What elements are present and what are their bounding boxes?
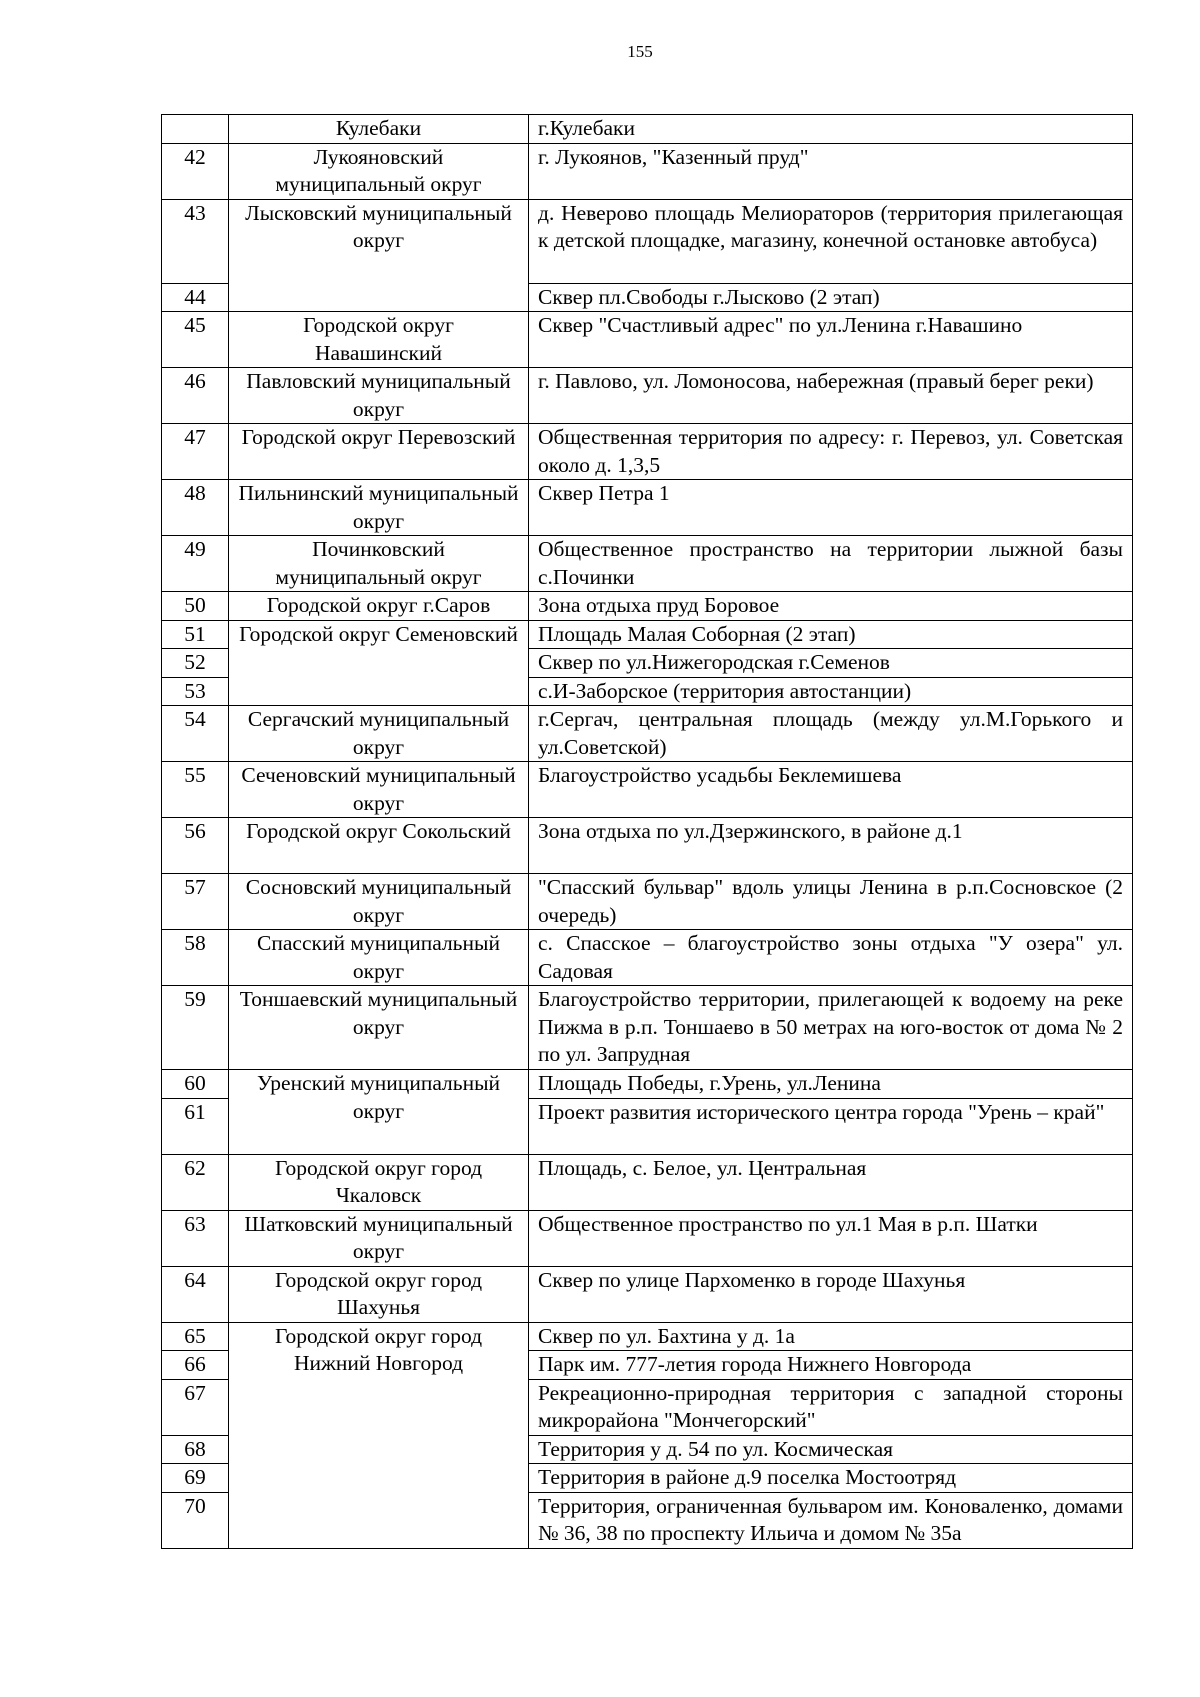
object-name: г. Лукоянов, "Казенный пруд" (529, 143, 1133, 199)
row-number: 48 (162, 480, 229, 536)
object-name: Сквер по ул. Бахтина у д. 1а (529, 1322, 1133, 1351)
row-number: 61 (162, 1098, 229, 1154)
table-row (162, 115, 1133, 144)
table-row (162, 592, 1133, 621)
district-name: Сеченовский муниципальный округ (229, 762, 529, 818)
object-name: Площадь, с. Белое, ул. Центральная (529, 1154, 1133, 1210)
table-row (162, 1210, 1133, 1266)
object-name: Площадь Малая Соборная (2 этап) (529, 620, 1133, 649)
object-name: с.И-Заборское (территория автостанции) (529, 677, 1133, 706)
table-row (162, 1154, 1133, 1210)
object-name: Общественное пространство по ул.1 Мая в р.п. Шатки (529, 1210, 1133, 1266)
row-number: 67 (162, 1379, 229, 1435)
table-row (162, 930, 1133, 986)
objects-table (161, 114, 1133, 1549)
object-name: Сквер Петра 1 (529, 480, 1133, 536)
object-name: г.Кулебаки (529, 115, 1133, 144)
row-number: 63 (162, 1210, 229, 1266)
row-number: 52 (162, 649, 229, 678)
table-row (162, 1322, 1133, 1351)
table-row (162, 986, 1133, 1070)
object-name: Сквер по ул.Нижегородская г.Семенов (529, 649, 1133, 678)
district-name: Сергачский муниципальный округ (229, 706, 529, 762)
row-number: 53 (162, 677, 229, 706)
object-name: Территория у д. 54 по ул. Космическая (529, 1435, 1133, 1464)
district-name: Городской округ город Нижний Новгород (229, 1322, 529, 1548)
object-name: г.Сергач, центральная площадь (между ул.М.Горького и ул.Советской) (529, 706, 1133, 762)
row-number: 49 (162, 536, 229, 592)
row-number: 64 (162, 1266, 229, 1322)
district-name: Городской округ город Чкаловск (229, 1154, 529, 1210)
object-name: Парк им. 777-летия города Нижнего Новгорода (529, 1351, 1133, 1380)
table-row (162, 818, 1133, 874)
object-name: Благоустройство усадьбы Беклемишева (529, 762, 1133, 818)
object-name: Рекреационно-природная территория с западной стороны микрорайона "Мончегорский" (529, 1379, 1133, 1435)
district-name: Тоншаевский муниципальный округ (229, 986, 529, 1070)
table-row (162, 143, 1133, 199)
district-name: Городской округ г.Саров (229, 592, 529, 621)
table-row (162, 874, 1133, 930)
row-number: 60 (162, 1070, 229, 1099)
object-name: Общественное пространство на территории лыжной базы с.Починки (529, 536, 1133, 592)
row-number: 66 (162, 1351, 229, 1380)
row-number: 42 (162, 143, 229, 199)
page-number: 155 (627, 42, 653, 61)
district-name: Уренский муниципальный округ (229, 1070, 529, 1155)
object-name: Площадь Победы, г.Урень, ул.Ленина (529, 1070, 1133, 1099)
object-name: Сквер "Счастливый адрес" по ул.Ленина г.Навашино (529, 312, 1133, 368)
district-name: Шатковский муниципальный округ (229, 1210, 529, 1266)
table-row (162, 312, 1133, 368)
table-row (162, 536, 1133, 592)
row-number: 51 (162, 620, 229, 649)
table-row (162, 199, 1133, 283)
district-name: Городской округ Сокольский (229, 818, 529, 874)
row-number: 44 (162, 283, 229, 312)
table-row (162, 1266, 1133, 1322)
row-number: 46 (162, 368, 229, 424)
object-name: Общественная территория по адресу: г. Перевоз, ул. Советская около д. 1,3,5 (529, 424, 1133, 480)
row-number: 65 (162, 1322, 229, 1351)
table-row (162, 762, 1133, 818)
district-name: Лукояновский муниципальный округ (229, 143, 529, 199)
row-number: 58 (162, 930, 229, 986)
district-name: Починковский муниципальный округ (229, 536, 529, 592)
row-number: 56 (162, 818, 229, 874)
district-name: Городской округ город Шахунья (229, 1266, 529, 1322)
row-number: 43 (162, 199, 229, 283)
object-name: Территория в районе д.9 поселка Мостоотряд (529, 1464, 1133, 1493)
object-name: "Спасский бульвар" вдоль улицы Ленина в р.п.Сосновское (2 очередь) (529, 874, 1133, 930)
object-name: Сквер пл.Свободы г.Лысково (2 этап) (529, 283, 1133, 312)
table-row (162, 1070, 1133, 1099)
district-name: Спасский муниципальный округ (229, 930, 529, 986)
object-name: Благоустройство территории, прилегающей к водоему на реке Пижма в р.п. Тоншаево в 50 метрах на юго-восток от дома № 2 по ул. Запрудная (529, 986, 1133, 1070)
object-name: г. Павлово, ул. Ломоносова, набережная (правый берег реки) (529, 368, 1133, 424)
district-name: Сосновский муниципальный округ (229, 874, 529, 930)
table-row (162, 424, 1133, 480)
table-row (162, 706, 1133, 762)
object-name: д. Неверово площадь Мелиораторов (территория прилегающая к детской площадке, магазину, конечной остановке автобуса) (529, 199, 1133, 283)
row-number: 47 (162, 424, 229, 480)
district-name: Городской округ Семеновский (229, 620, 529, 706)
district-name: Городской округ Перевозский (229, 424, 529, 480)
row-number: 69 (162, 1464, 229, 1493)
row-number (162, 115, 229, 144)
object-name: Сквер по улице Пархоменко в городе Шахунья (529, 1266, 1133, 1322)
row-number: 57 (162, 874, 229, 930)
table-row (162, 368, 1133, 424)
row-number: 55 (162, 762, 229, 818)
row-number: 54 (162, 706, 229, 762)
row-number: 59 (162, 986, 229, 1070)
table-row (162, 480, 1133, 536)
object-name: Зона отдыха по ул.Дзержинского, в районе д.1 (529, 818, 1133, 874)
row-number: 45 (162, 312, 229, 368)
district-name: Пильнинский муниципальный округ (229, 480, 529, 536)
object-name: Зона отдыха пруд Боровое (529, 592, 1133, 621)
row-number: 68 (162, 1435, 229, 1464)
row-number: 50 (162, 592, 229, 621)
row-number: 62 (162, 1154, 229, 1210)
district-name: Городской округ Навашинский (229, 312, 529, 368)
district-name: Кулебаки (229, 115, 529, 144)
object-name: с. Спасское – благоустройство зоны отдыха "У озера" ул. Садовая (529, 930, 1133, 986)
object-name: Проект развития исторического центра города "Урень – край" (529, 1098, 1133, 1154)
row-number: 70 (162, 1492, 229, 1548)
object-name: Территория, ограниченная бульваром им. Коноваленко, домами № 36, 38 по проспекту Ильича и домом № 35а (529, 1492, 1133, 1548)
district-name: Павловский муниципальный округ (229, 368, 529, 424)
district-name: Лысковский муниципальный округ (229, 199, 529, 312)
table-row (162, 620, 1133, 649)
